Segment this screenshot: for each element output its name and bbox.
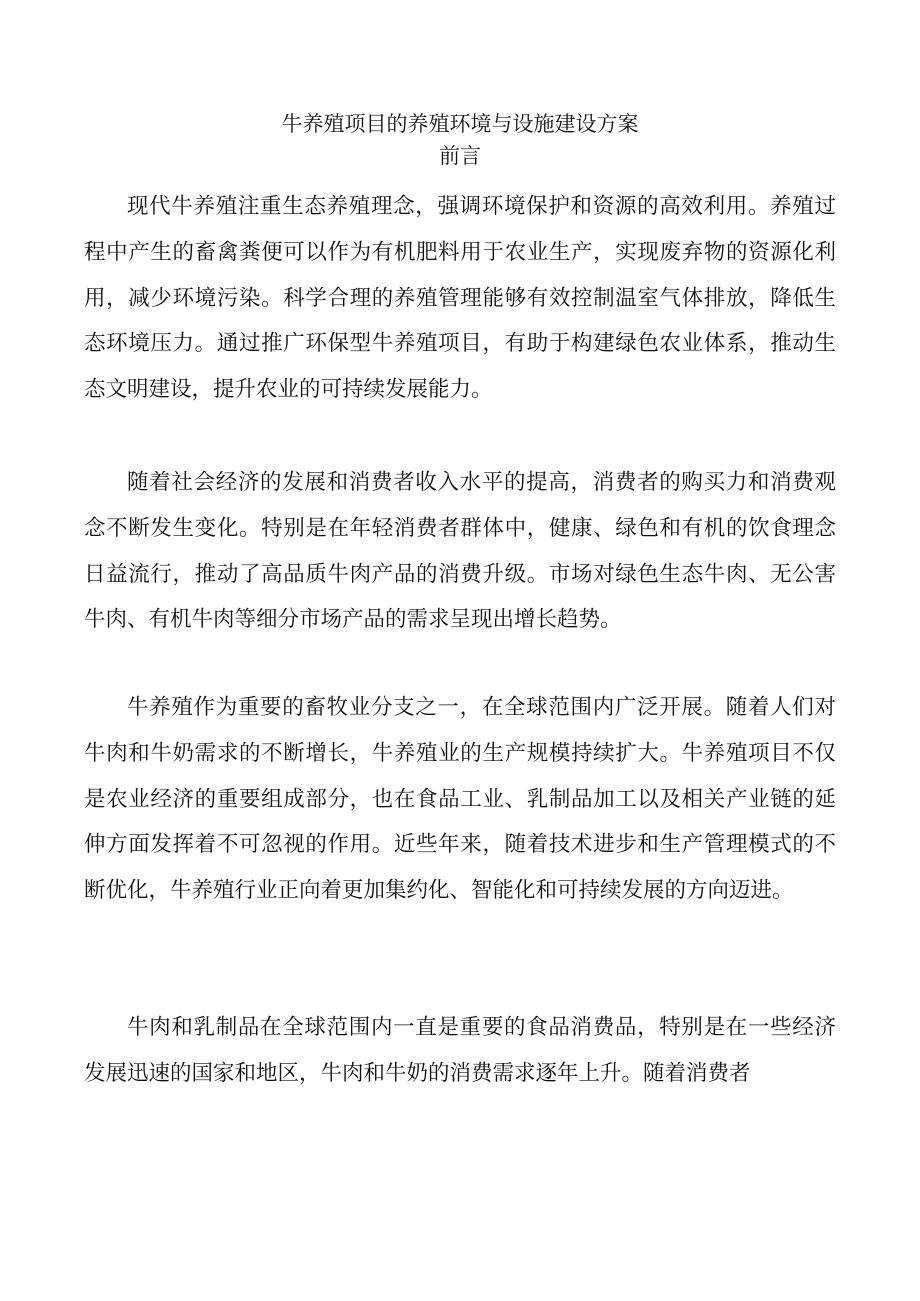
section-heading-preface: 前言	[439, 144, 481, 168]
paragraph-4: 牛肉和乳制品在全球范围内一直是重要的食品消费品，特别是在一些经济发展迅速的国家和地区，牛肉和牛奶的消费需求逐年上升。随着消费者	[84, 1015, 836, 1086]
paragraph-2: 随着社会经济的发展和消费者收入水平的提高，消费者的购买力和消费观念不断发生变化。特别是在年轻消费者群体中，健康、绿色和有机的饮食理念日益流行，推动了高品质牛肉产品的消费升级。市场对绿色生态牛肉、无公害牛肉、有机牛肉等细分市场产品的需求呈现出增长趋势。	[84, 470, 836, 633]
paragraph-1: 现代牛养殖注重生态养殖理念，强调环境保护和资源的高效利用。养殖过程中产生的畜禽粪便可以作为有机肥料用于农业生产，实现废弃物的资源化利用，减少环境污染。科学合理的养殖管理能够有效控制温室气体排放，降低生态环境压力。通过推广环保型牛养殖项目，有助于构建绿色农业体系，推动生态文明建设，提升农业的可持续发展能力。	[84, 194, 836, 403]
document-title: 牛养殖项目的养殖环境与设施建设方案	[281, 112, 639, 136]
paragraph-3: 牛养殖作为重要的畜牧业分支之一，在全球范围内广泛开展。随着人们对牛肉和牛奶需求的不断增长，牛养殖业的生产规模持续扩大。牛养殖项目不仅是农业经济的重要组成部分，也在食品工业、乳制品加工以及相关产业链的延伸方面发挥着不可忽视的作用。近些年来，随着技术进步和生产管理模式的不断优化，牛养殖行业正向着更加集约化、智能化和可持续发展的方向迈进。	[84, 695, 836, 904]
